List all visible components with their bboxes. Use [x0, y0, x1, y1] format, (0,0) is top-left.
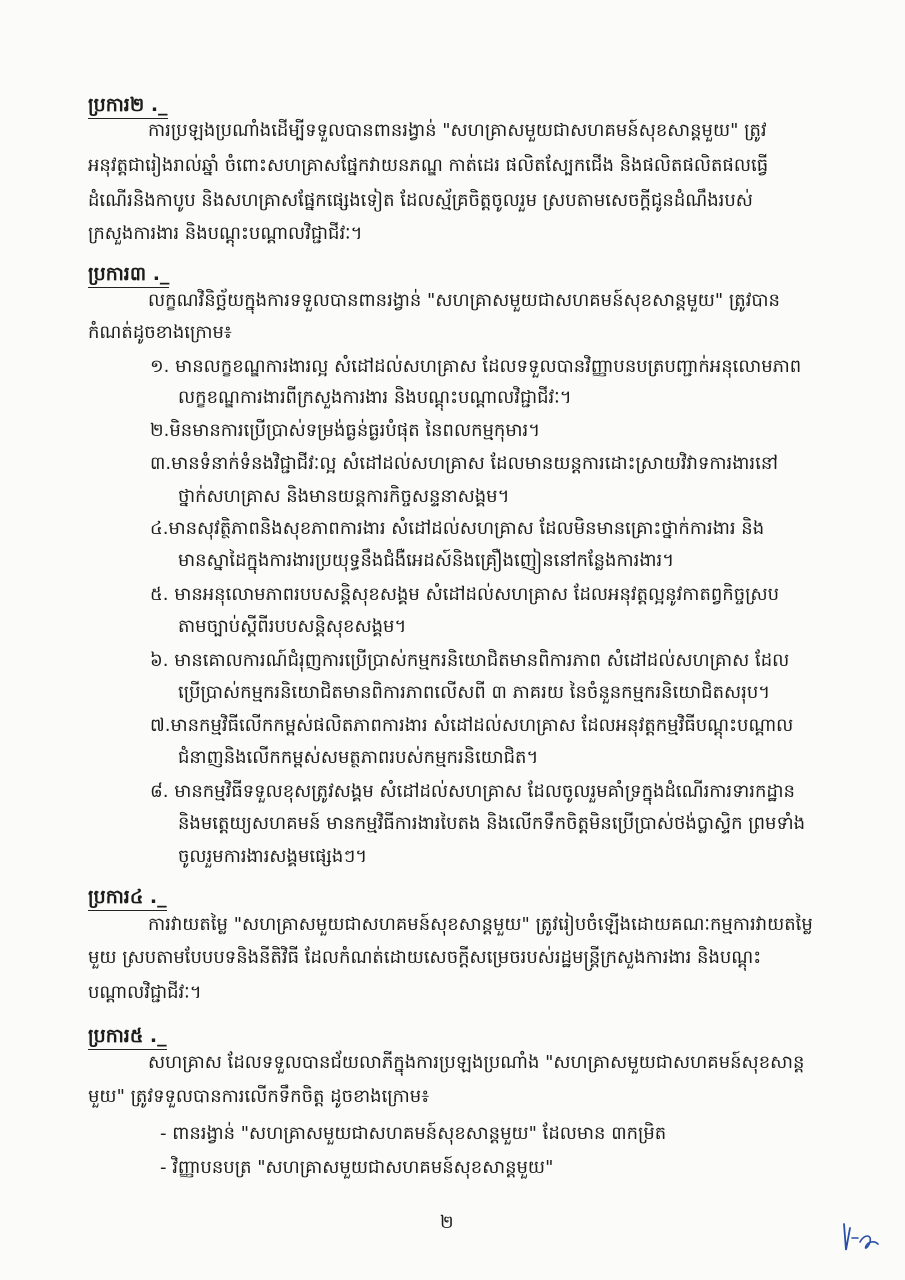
- criterion-7-line-1: ៧.មានកម្មវិធីលើកកម្ពស់ផលិតភាពការងារ សំដៅដល់សហគ្រាស ដែលអនុវត្តកម្មវិធីបណ្តុះបណ្តាល: [150, 715, 794, 736]
- article-2-line-4: ក្រសួងការងារ និងបណ្តុះបណ្តាលវិជ្ជាជីវៈ។: [88, 223, 363, 244]
- article-2-line-2: អនុវត្តជារៀងរាល់ឆ្នាំ ចំពោះសហគ្រាសផ្នែកវាយនភណ្ឌ កាត់ដេរ ផលិតស្បែកជើង និងផលិតផលិតផលធ្វើ: [88, 155, 769, 176]
- article-4-heading: ប្រការ៤ ._: [88, 885, 167, 911]
- article-4-line-1: ការវាយតម្លៃ "សហគ្រាសមួយជាសហគមន៍សុខសាន្តមួយ" ត្រូវរៀបចំឡើងដោយគណៈកម្មការវាយតម្លៃ: [148, 914, 813, 935]
- article-5-heading: ប្រការ៥ ._: [88, 1024, 167, 1050]
- article-3-line-2: កំណត់ដូចខាងក្រោម៖: [88, 322, 232, 343]
- article-4-line-2: មួយ ស្របតាមបែបបទនិងនីតិវិធី ដែលកំណត់ដោយសេចក្តីសម្រេចរបស់រដ្ឋមន្ត្រីក្រសួងការងារ និងបណ្តុះ: [88, 947, 762, 968]
- criterion-8-line-1: ៨. មានកម្មវិធីទទួលខុសត្រូវសង្គម សំដៅដល់សហគ្រាស ដែលចូលរួមគាំទ្រក្នុងដំណើរការទារកដ្ឋាន: [150, 781, 795, 802]
- handwritten-initials: [838, 1220, 882, 1264]
- criterion-5-line-2: តាមច្បាប់ស្តីពីរបបសន្តិសុខសង្គម។: [178, 616, 407, 637]
- article-2-heading: ប្រការ២ ._: [88, 93, 168, 119]
- article-5-line-2: មួយ" ត្រូវទទួលបានការលើកទឹកចិត្ត ដូចខាងក្រោម៖: [88, 1086, 430, 1107]
- criterion-1-line-1: ១. មានលក្ខខណ្ឌការងារល្អ សំដៅដល់សហគ្រាស ដែលទទួលបានវិញ្ញាបនបត្របញ្ជាក់អនុលោមភាព: [150, 356, 802, 377]
- criterion-6-line-1: ៦. មានគោលការណ៍ជំរុញការប្រើប្រាស់កម្មករនិយោជិតមានពិការភាព សំដៅដល់សហគ្រាស ដែល: [150, 650, 790, 671]
- criterion-7-line-2: ជំនាញនិងលើកកម្ពស់សមត្ថភាពរបស់កម្មករនិយោជិត។: [178, 747, 539, 768]
- article-3-heading: ប្រការ៣ ._: [88, 262, 169, 288]
- criterion-5-line-1: ៥. មានអនុលោមភាពរបបសន្តិសុខសង្គម សំដៅដល់សហគ្រាស ដែលអនុវត្តល្អនូវកាតព្វកិច្ចស្រប: [150, 584, 780, 605]
- criterion-8-line-2: និងមត្តេយ្យសហគមន៍ មានកម្មវិធីការងារបៃតង និងលើកទឹកចិត្តមិនប្រើប្រាស់ថង់ប្លាស្ទិក ព្រមទាំង: [178, 813, 806, 834]
- criterion-6-line-2: ប្រើប្រាស់កម្មករនិយោជិតមានពិការភាពលើសពី ៣ ភាគរយ នៃចំនួនកម្មករនិយោជិតសរុប។: [178, 682, 771, 703]
- criterion-2: ២.មិនមានការប្រើប្រាស់ទម្រង់ធ្ងន់ធ្ងរបំផុត នៃពលកម្មកុមារ។: [150, 420, 541, 441]
- criterion-1-line-2: លក្ខខណ្ឌការងារពីក្រសួងការងារ និងបណ្តុះបណ្តាលវិជ្ជាជីវៈ។: [178, 387, 572, 408]
- criterion-4-line-2: មានស្នាដៃក្នុងការងារប្រយុទ្ធនឹងជំងឺអេដស៍និងគ្រឿងញៀននៅកន្លែងការងារ។: [178, 550, 675, 571]
- article-2-line-1: ការប្រឡងប្រណាំងដើម្បីទទួលបានពានរង្វាន់ "សហគ្រាសមួយជាសហគមន៍សុខសាន្តមួយ" ត្រូវ: [148, 120, 767, 141]
- page-number: ២: [440, 1212, 454, 1233]
- criterion-4-line-1: ៤.មានសុវត្ថិភាពនិងសុខភាពការងារ សំដៅដល់សហគ្រាស ដែលមិនមានគ្រោះថ្នាក់ការងារ និង: [150, 518, 765, 539]
- article-2-line-3: ដំណើរនិងកាបូប និងសហគ្រាសផ្នែកផ្សេងទៀត ដែលស្ម័គ្រចិត្តចូលរួម ស្របតាមសេចក្តីជូនដំណឹងរបស់: [88, 190, 753, 211]
- incentive-certificate: - វិញ្ញាបនបត្រ "សហគ្រាសមួយជាសហគមន៍សុខសាន្តមួយ": [160, 1157, 554, 1178]
- criterion-3-line-1: ៣.មានទំនាក់ទំនងវិជ្ជាជីវៈល្អ សំដៅដល់សហគ្រាស ដែលមានយន្តការដោះស្រាយវិវាទការងារនៅ: [150, 453, 778, 474]
- article-3-line-1: លក្ខណវិនិច្ឆ័យក្នុងការទទួលបានពានរង្វាន់ "សហគ្រាសមួយជាសហគមន៍សុខសាន្តមួយ" ត្រូវបាន: [148, 290, 780, 311]
- incentive-trophy: - ពានរង្វាន់ "សហគ្រាសមួយជាសហគមន៍សុខសាន្តមួយ" ដែលមាន ៣កម្រិត: [160, 1123, 667, 1144]
- article-5-line-1: សហគ្រាស ដែលទទួលបានជ័យលាភីក្នុងការប្រឡងប្រណាំង "សហគ្រាសមួយជាសហគមន៍សុខសាន្ត: [148, 1052, 805, 1073]
- criterion-3-line-2: ថ្នាក់សហគ្រាស និងមានយន្តការកិច្ចសន្ទនាសង្គម។: [178, 486, 510, 507]
- article-4-line-3: បណ្តាលវិជ្ជាជីវៈ។: [88, 982, 202, 1003]
- criterion-8-line-3: ចូលរួមការងារសង្គមផ្សេងៗ។: [178, 846, 368, 867]
